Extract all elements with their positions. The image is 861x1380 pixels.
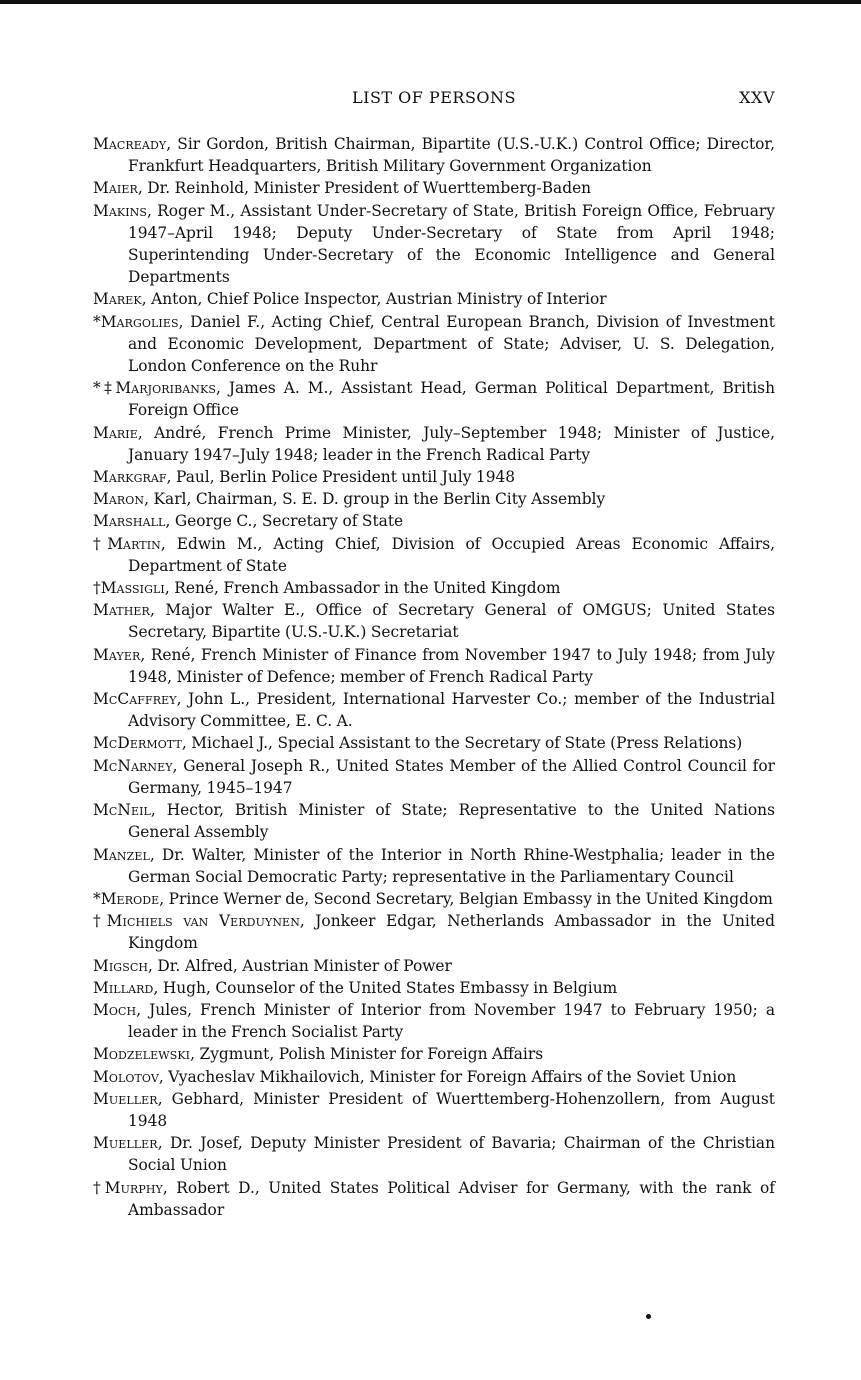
page-header	[93, 88, 775, 114]
page-number: XXV	[739, 88, 775, 107]
person-description: , Major Walter E., Office of Secretary General of OMGUS; United States Secretary, Bipartite (U.S.-U.K.) Secretariat	[128, 601, 775, 642]
person-name: Makins	[93, 201, 148, 220]
person-entry	[93, 955, 775, 977]
person-entry	[93, 888, 775, 910]
top-border	[0, 0, 861, 4]
person-description: , John L., President, International Harvester Co.; member of the Industrial Advisory Committee, E. C. A.	[128, 690, 775, 731]
person-description: , Anton, Chief Police Inspector, Austrian Ministry of Interior	[141, 290, 607, 309]
entry-mark: †	[93, 912, 107, 931]
person-description: , Jonkeer Edgar, Netherlands Ambassador in the United Kingdom	[128, 912, 775, 953]
print-speck	[646, 1314, 651, 1319]
entry-mark: †	[93, 534, 108, 553]
person-entry	[93, 1132, 775, 1176]
person-entry	[93, 799, 775, 843]
person-description: , Hugh, Counselor of the United States Embassy in Belgium	[153, 978, 618, 997]
person-name: McNeil	[93, 801, 151, 820]
person-entry	[93, 200, 775, 289]
person-description: , Vyacheslav Mikhailovich, Minister for Foreign Affairs of the Soviet Union	[158, 1067, 737, 1086]
person-entry	[93, 755, 775, 799]
person-description: , Michael J., Special Assistant to the Secretary of State (Press Relations)	[181, 734, 743, 753]
person-entry	[93, 1088, 775, 1132]
person-description: , Dr. Josef, Deputy Minister President of Bavaria; Chairman of the Christian Social Union	[128, 1134, 775, 1175]
person-description: , James A. M., Assistant Head, German Political Department, British Foreign Office	[128, 379, 775, 420]
person-entry	[93, 466, 775, 488]
person-description: , Prince Werner de, Second Secretary, Belgian Embassy in the United Kingdom	[159, 889, 773, 908]
person-entry	[93, 133, 775, 177]
entry-mark: *‡	[93, 379, 116, 398]
person-name: Massigli	[100, 579, 165, 598]
person-name: Michiels van Verduynen	[106, 912, 300, 931]
person-description: , Sir Gordon, British Chairman, Bipartite (U.S.-U.K.) Control Office; Director, Frankfurt Headquarters, British Military Government Organization	[128, 135, 775, 176]
person-entry	[93, 910, 775, 954]
person-description: , George C., Secretary of State	[165, 512, 404, 531]
person-description: , Daniel F., Acting Chief, Central European Branch, Division of Investment and Economic Development, Department of State; Adviser, U. S. Delegation, London Conference on the Ruhr	[128, 312, 775, 376]
person-name: McNarney	[93, 756, 173, 775]
person-name: Merode	[100, 889, 160, 908]
person-description: , General Joseph R., United States Member of the Allied Control Council for Germany, 1945–1947	[128, 756, 775, 797]
person-name: Marie	[93, 423, 138, 442]
person-entry	[93, 644, 775, 688]
person-entry	[93, 999, 775, 1043]
person-description: , Dr. Walter, Minister of the Interior in North Rhine-Westphalia; leader in the German Social Democratic Party; representative in the Parliamentary Council	[128, 845, 775, 886]
person-entry	[93, 510, 775, 532]
person-entry	[93, 1043, 775, 1065]
person-entry	[93, 599, 775, 643]
person-name: McCaffrey	[93, 690, 177, 709]
person-name: Marshall	[93, 512, 166, 531]
running-title: LIST OF PERSONS	[352, 88, 516, 107]
person-name: Macready	[93, 135, 167, 153]
person-entry	[93, 1066, 775, 1088]
person-entry	[93, 732, 775, 754]
person-description: , Paul, Berlin Police President until July 1948	[166, 468, 516, 487]
person-description: , Robert D., United States Political Adviser for Germany, with the rank of Ambassador	[128, 1178, 775, 1219]
person-description: , Gebhard, Minister President of Wuerttemberg-Hohenzollern, from August 1948	[128, 1089, 775, 1130]
person-description: , René, French Ambassador in the United Kingdom	[164, 579, 561, 598]
person-name: Manzel	[93, 845, 150, 864]
person-entry	[93, 377, 775, 421]
person-entry	[93, 977, 775, 999]
person-entry	[93, 422, 775, 466]
person-entry	[93, 1177, 775, 1221]
person-name: Modzelewski	[93, 1045, 191, 1064]
person-description: , Dr. Reinhold, Minister President of Wuerttemberg-Baden	[137, 179, 592, 198]
person-description: , André, French Prime Minister, July–September 1948; Minister of Justice, January 1947–July 1948; leader in the French Radical Party	[128, 423, 775, 464]
entry-mark: †	[93, 579, 101, 598]
entry-mark: *	[93, 889, 101, 908]
person-description: , Hector, British Minister of State; Representative to the United Nations General Assembly	[128, 801, 775, 842]
person-name: Marek	[93, 290, 142, 309]
person-name: Maron	[93, 490, 145, 509]
person-entry	[93, 488, 775, 510]
person-description: , Zygmunt, Polish Minister for Foreign Affairs	[190, 1045, 544, 1064]
person-name: Mueller	[93, 1089, 158, 1108]
person-name: Molotov	[93, 1067, 159, 1086]
person-entry	[93, 844, 775, 888]
person-name: Maier	[93, 179, 138, 198]
person-entry	[93, 577, 775, 599]
person-description: , Karl, Chairman, S. E. D. group in the Berlin City Assembly	[144, 490, 606, 509]
person-description: , Roger M., Assistant Under-Secretary of State, British Foreign Office, February 1947–April 1948; Deputy Under-Secretary of State from April 1948; Superintending Under-Secretary of the Economic Intelligence and General Departments	[128, 201, 775, 287]
person-entry	[93, 688, 775, 732]
person-name: Murphy	[104, 1178, 163, 1197]
person-description: , Edwin M., Acting Chief, Division of Occupied Areas Economic Affairs, Department of State	[128, 534, 775, 575]
person-name: Millard	[93, 978, 154, 997]
entry-mark: *	[93, 312, 101, 331]
person-name: Mayer	[93, 645, 141, 664]
person-name: McDermott	[93, 734, 182, 753]
person-name: Migsch	[93, 956, 149, 975]
person-entry	[93, 533, 775, 577]
person-entry	[93, 288, 775, 310]
person-name: Martin	[107, 534, 161, 553]
person-entry	[93, 177, 775, 199]
person-description: , Dr. Alfred, Austrian Minister of Power	[148, 956, 452, 975]
person-name: Mather	[93, 601, 150, 620]
person-name: Markgraf	[93, 468, 167, 487]
person-entry	[93, 311, 775, 378]
person-name: Moch	[93, 1000, 137, 1019]
person-name: Margolies	[100, 312, 179, 331]
person-description: , Jules, French Minister of Interior from November 1947 to February 1950; a leader in the French Socialist Party	[128, 1000, 775, 1042]
entry-mark: †	[93, 1178, 105, 1197]
list-of-persons	[93, 133, 775, 1221]
person-name: Mueller	[93, 1134, 158, 1153]
person-description: , René, French Minister of Finance from November 1947 to July 1948; from July 1948, Minister of Defence; member of French Radical Party	[128, 645, 775, 686]
person-name: Marjoribanks	[115, 379, 216, 398]
